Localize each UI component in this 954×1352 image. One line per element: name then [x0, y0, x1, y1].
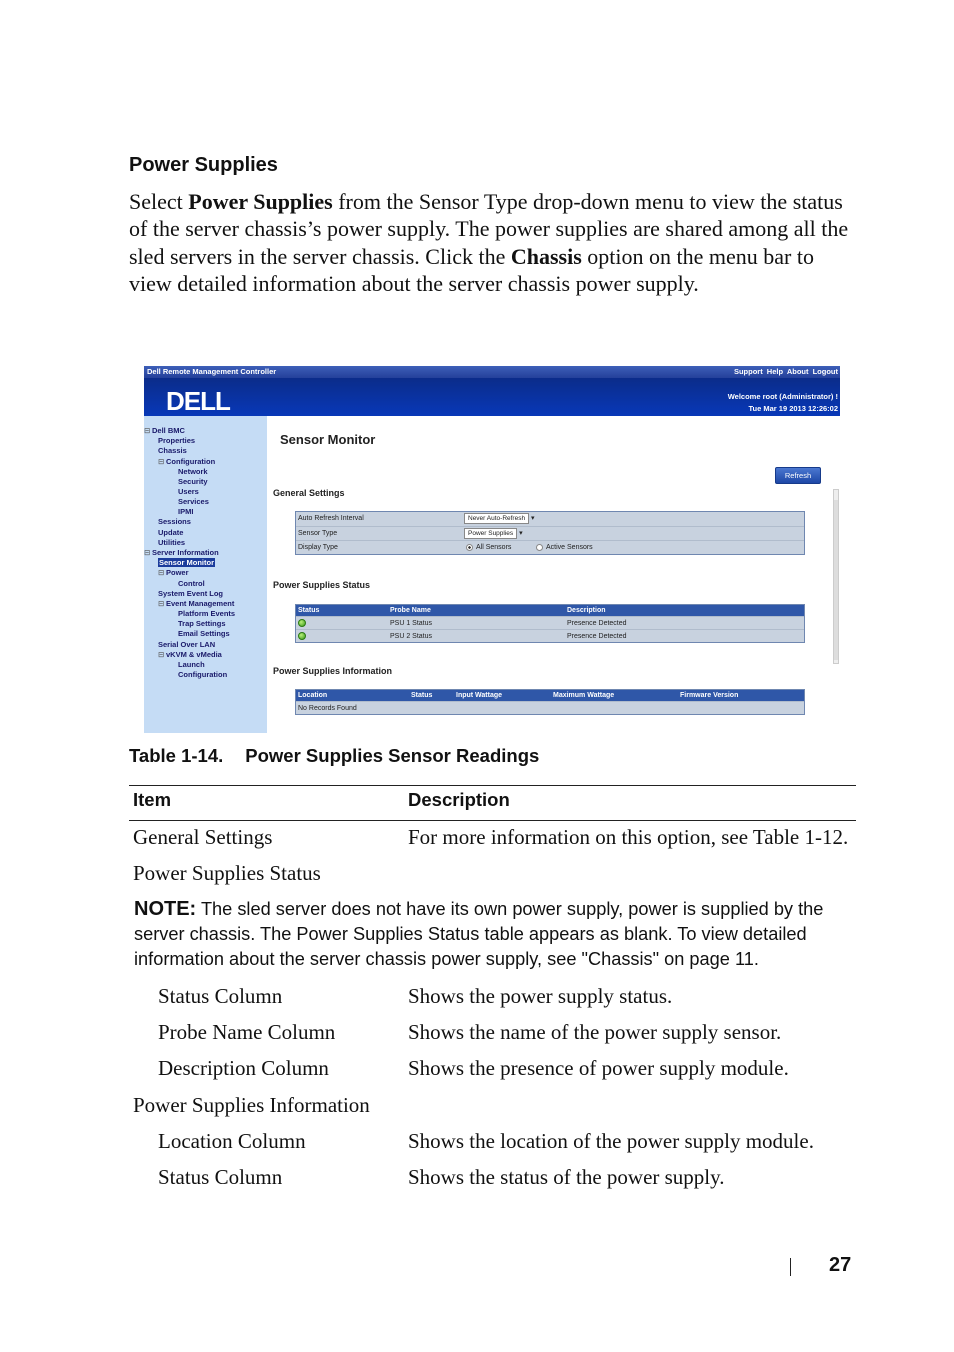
table-row — [296, 629, 804, 642]
welcome-text: Welcome root (Administrator) ! — [727, 392, 838, 401]
page-title: Sensor Monitor — [280, 432, 376, 447]
row-item: Status Column — [158, 1165, 283, 1189]
probe-name: PSU 2 Status — [390, 633, 433, 640]
top-links[interactable]: Support Help About Logout — [733, 367, 838, 376]
info-table — [295, 689, 805, 715]
row-desc: Shows the location of the power supply module. — [408, 1129, 814, 1153]
radio-all-sensors[interactable]: All Sensors — [466, 541, 511, 555]
bmc-screenshot — [144, 366, 840, 733]
nav-item[interactable]: Security — [178, 477, 208, 486]
svg-text:DELL: DELL — [166, 389, 230, 412]
dell-logo — [166, 389, 256, 412]
row-item: Location Column — [158, 1129, 306, 1153]
col-status: Status — [298, 607, 320, 614]
col-header-description: Description — [408, 789, 510, 810]
page-number: 27 — [829, 1254, 852, 1276]
row-desc: Shows the power supply status. — [408, 984, 673, 1008]
general-settings-heading: General Settings — [273, 488, 345, 498]
nav-item[interactable]: Users — [178, 487, 199, 496]
empty-message: No Records Found — [298, 705, 357, 712]
col-description: Description — [567, 607, 606, 614]
description: Presence Detected — [567, 633, 627, 640]
radio-empty-icon — [536, 544, 543, 551]
nav-item[interactable]: Launch — [178, 660, 205, 669]
nav-item[interactable]: Utilities — [158, 538, 186, 547]
row-item: Power Supplies Status — [133, 861, 321, 885]
page-separator — [790, 1258, 791, 1276]
row-desc: For more information on this option, see Table 1-12. — [408, 825, 849, 849]
info-heading: Power Supplies Information — [273, 666, 393, 676]
nav-item[interactable]: Services — [178, 497, 209, 506]
nav-tree — [144, 416, 267, 733]
status-table-header — [296, 605, 804, 616]
row-desc: Shows the name of the power supply sensor. — [408, 1020, 782, 1044]
nav-item[interactable]: Configuration — [178, 670, 228, 679]
main-panel — [267, 416, 840, 733]
col-location: Location — [298, 692, 328, 699]
nav-item[interactable]: Platform Events — [178, 609, 236, 618]
status-heading: Power Supplies Status — [273, 580, 371, 590]
status-ok-icon — [298, 630, 306, 643]
nav-item[interactable]: Email Settings — [178, 629, 230, 638]
probe-name: PSU 1 Status — [390, 620, 433, 627]
nav-item[interactable]: IPMI — [178, 507, 194, 516]
general-settings-grid — [295, 511, 805, 555]
col-status: Status — [411, 692, 433, 699]
nav-item[interactable]: Sessions — [158, 517, 191, 526]
display-type-label: Display Type — [298, 544, 338, 551]
app-banner — [144, 378, 840, 416]
nav-item-sensor-monitor[interactable]: Sensor Monitor — [159, 558, 215, 567]
nav-item[interactable]: ⊟ Configuration — [158, 457, 216, 466]
note-label: NOTE: — [134, 898, 197, 920]
table-top-rule — [129, 785, 856, 786]
display-type-row — [296, 540, 804, 554]
nav-item[interactable]: Properties — [158, 436, 196, 445]
row-item: Power Supplies Information — [133, 1093, 370, 1117]
row-desc: Shows the presence of power supply module. — [408, 1056, 789, 1080]
intro-paragraph: Select Power Supplies from the Sensor Type drop-down menu to view the status of the server chassis’s power supply. The power supplies are shared among all the sled servers in the server chassis. Click the Chassis option on the menu bar to view detailed information about the server chassis power supply. — [129, 189, 849, 297]
scrollbar-thumb[interactable] — [834, 500, 838, 660]
nav-item[interactable]: Update — [158, 528, 184, 537]
sensor-type-row — [296, 526, 804, 540]
nav-item[interactable]: Control — [178, 579, 205, 588]
nav-item[interactable]: ⊟ Dell BMC — [144, 426, 185, 435]
app-topbar — [144, 366, 840, 378]
nav-item[interactable]: Serial Over LAN — [158, 640, 216, 649]
nav-item[interactable]: Network — [178, 467, 208, 476]
nav-item[interactable]: System Event Log — [158, 589, 224, 598]
note-text: The sled server does not have its own power supply, power is supplied by the server chassis. The Power Supplies Status table appears as blank. To view detailed information about the server chassis power supply, see "Chassis" on page 11. — [134, 899, 824, 969]
chevron-down-icon: ▾ — [529, 515, 535, 522]
row-item: General Settings — [133, 825, 273, 849]
scrollbar[interactable] — [833, 489, 839, 664]
datetime-text: Tue Mar 19 2013 12:26:02 — [748, 404, 838, 413]
nav-item[interactable]: Trap Settings — [178, 619, 226, 628]
auto-refresh-row — [296, 512, 804, 526]
info-table-header — [296, 690, 804, 701]
welcome-block — [728, 391, 838, 415]
row-desc: Shows the status of the power supply. — [408, 1165, 725, 1189]
nav-item[interactable]: ⊟ Server Information — [144, 548, 219, 557]
status-table — [295, 604, 805, 643]
table-caption: Table 1-14. Power Supplies Sensor Readings — [129, 745, 540, 766]
auto-refresh-select[interactable]: Never Auto-Refresh ▾ — [464, 512, 535, 526]
col-input-wattage: Input Wattage — [456, 692, 503, 699]
table-row — [296, 701, 804, 714]
sensor-type-select[interactable]: Power Supplies ▾ — [464, 527, 523, 541]
col-maximum-wattage: Maximum Wattage — [553, 692, 615, 699]
chevron-down-icon: ▾ — [517, 530, 523, 537]
col-probe-name: Probe Name — [390, 607, 431, 614]
table-header-rule — [129, 820, 856, 821]
refresh-button[interactable]: Refresh — [775, 467, 821, 484]
row-item: Description Column — [158, 1056, 329, 1080]
col-header-item: Item — [133, 789, 172, 810]
row-item: Probe Name Column — [158, 1020, 336, 1044]
radio-active-sensors[interactable]: Active Sensors — [536, 541, 593, 555]
row-item: Status Column — [158, 984, 283, 1008]
nav-item[interactable]: Chassis — [158, 446, 187, 455]
radio-selected-icon — [466, 544, 473, 551]
nav-item[interactable]: ⊟ Power — [158, 568, 189, 577]
col-firmware-version: Firmware Version — [680, 692, 739, 699]
section-heading: Power Supplies — [129, 154, 278, 176]
auto-refresh-label: Auto Refresh Interval — [298, 515, 364, 522]
nav-item[interactable]: ⊟ vKVM & vMedia — [158, 650, 222, 659]
sensor-type-label: Sensor Type — [298, 530, 338, 537]
app-title: Dell Remote Management Controller — [147, 367, 277, 376]
description: Presence Detected — [567, 620, 627, 627]
nav-item[interactable]: ⊟ Event Management — [158, 599, 235, 608]
table-row — [296, 616, 804, 629]
note-block — [134, 897, 846, 972]
